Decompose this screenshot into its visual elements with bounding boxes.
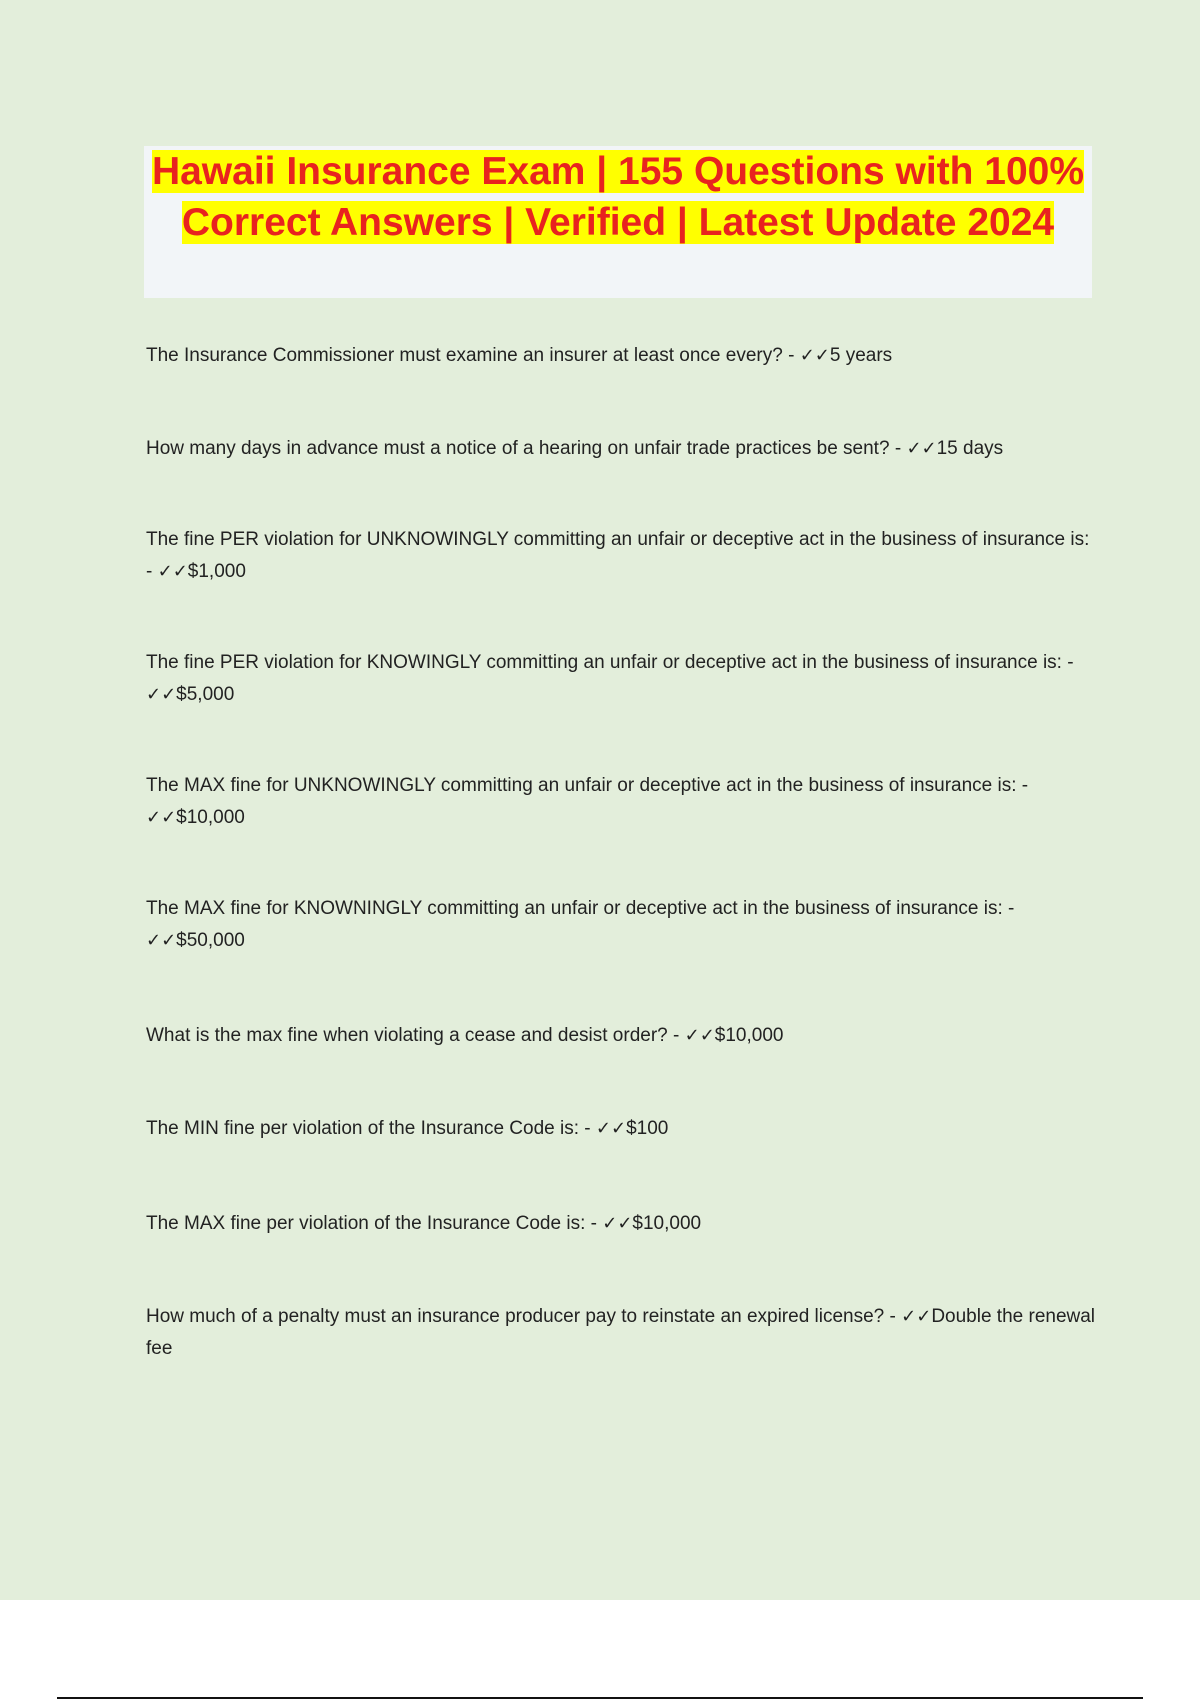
qa-item bbox=[146, 1208, 1096, 1240]
answer-text: 5 years bbox=[829, 345, 893, 366]
answer-text: $10,000 bbox=[632, 1213, 702, 1234]
qa-item bbox=[146, 1020, 1096, 1052]
separator: - bbox=[146, 561, 158, 582]
answer-text: $1,000 bbox=[187, 561, 246, 582]
title-box bbox=[144, 146, 1092, 298]
separator: - bbox=[889, 438, 907, 459]
question-text: The MAX fine for UNKNOWINGLY committing an unfair or deceptive act in the business of insurance is: bbox=[146, 775, 1017, 796]
separator: - bbox=[1002, 898, 1015, 919]
answer-text: $50,000 bbox=[176, 930, 245, 951]
question-text: The MIN fine per violation of the Insurance Code is: bbox=[146, 1118, 580, 1139]
check-marks-icon: ✓✓ bbox=[906, 438, 937, 459]
check-marks-icon: ✓✓ bbox=[146, 930, 177, 951]
qa-item bbox=[146, 433, 1096, 465]
question-text: The MAX fine for KNOWNINGLY committing an unfair or deceptive act in the business of insurance is: bbox=[146, 898, 1003, 919]
separator: - bbox=[782, 345, 800, 366]
check-marks-icon: ✓✓ bbox=[901, 1306, 932, 1327]
qa-item bbox=[146, 893, 1096, 957]
answer-text: $100 bbox=[626, 1118, 669, 1139]
qa-list bbox=[146, 340, 1096, 1365]
separator: - bbox=[667, 1025, 685, 1046]
separator: - bbox=[585, 1213, 603, 1234]
qa-item bbox=[146, 770, 1096, 834]
check-marks-icon: ✓✓ bbox=[146, 807, 177, 828]
answer-text: Double the renewal fee bbox=[146, 1306, 1096, 1359]
document-title: Hawaii Insurance Exam | 155 Questions with 100% Correct Answers | Verified | Latest Update 2024 bbox=[151, 150, 1085, 244]
question-text: How much of a penalty must an insurance producer pay to reinstate an expired license? bbox=[146, 1306, 885, 1327]
question-text: The MAX fine per violation of the Insurance Code is: bbox=[146, 1213, 586, 1234]
separator: - bbox=[579, 1118, 596, 1139]
question-text: How many days in advance must a notice of a hearing on unfair trade practices be sent? bbox=[146, 438, 890, 459]
answer-text: $10,000 bbox=[714, 1025, 784, 1046]
answer-text: $5,000 bbox=[176, 684, 235, 705]
check-marks-icon: ✓✓ bbox=[595, 1118, 627, 1139]
check-marks-icon: ✓✓ bbox=[602, 1213, 633, 1234]
qa-item bbox=[146, 1301, 1096, 1365]
answer-text: 15 days bbox=[936, 438, 1004, 459]
check-marks-icon: ✓✓ bbox=[799, 345, 830, 366]
question-text: The fine PER violation for UNKNOWINGLY committing an unfair or deceptive act in the business of insurance is: bbox=[146, 529, 1090, 550]
check-marks-icon: ✓✓ bbox=[684, 1025, 715, 1046]
separator: - bbox=[1061, 652, 1074, 673]
separator: - bbox=[884, 1306, 902, 1327]
check-marks-icon: ✓✓ bbox=[157, 561, 188, 582]
separator: - bbox=[1016, 775, 1029, 796]
qa-item bbox=[146, 1113, 1096, 1145]
answer-text: $10,000 bbox=[176, 807, 245, 828]
check-marks-icon: ✓✓ bbox=[146, 684, 177, 705]
footer-divider bbox=[57, 1697, 1143, 1699]
qa-item bbox=[146, 647, 1096, 711]
question-text: What is the max fine when violating a cease and desist order? bbox=[146, 1025, 668, 1046]
qa-item bbox=[146, 524, 1096, 588]
question-text: The fine PER violation for KNOWINGLY committing an unfair or deceptive act in the business of insurance is: bbox=[146, 652, 1062, 673]
question-text: The Insurance Commissioner must examine an insurer at least once every? bbox=[146, 345, 783, 366]
qa-item bbox=[146, 340, 1096, 372]
